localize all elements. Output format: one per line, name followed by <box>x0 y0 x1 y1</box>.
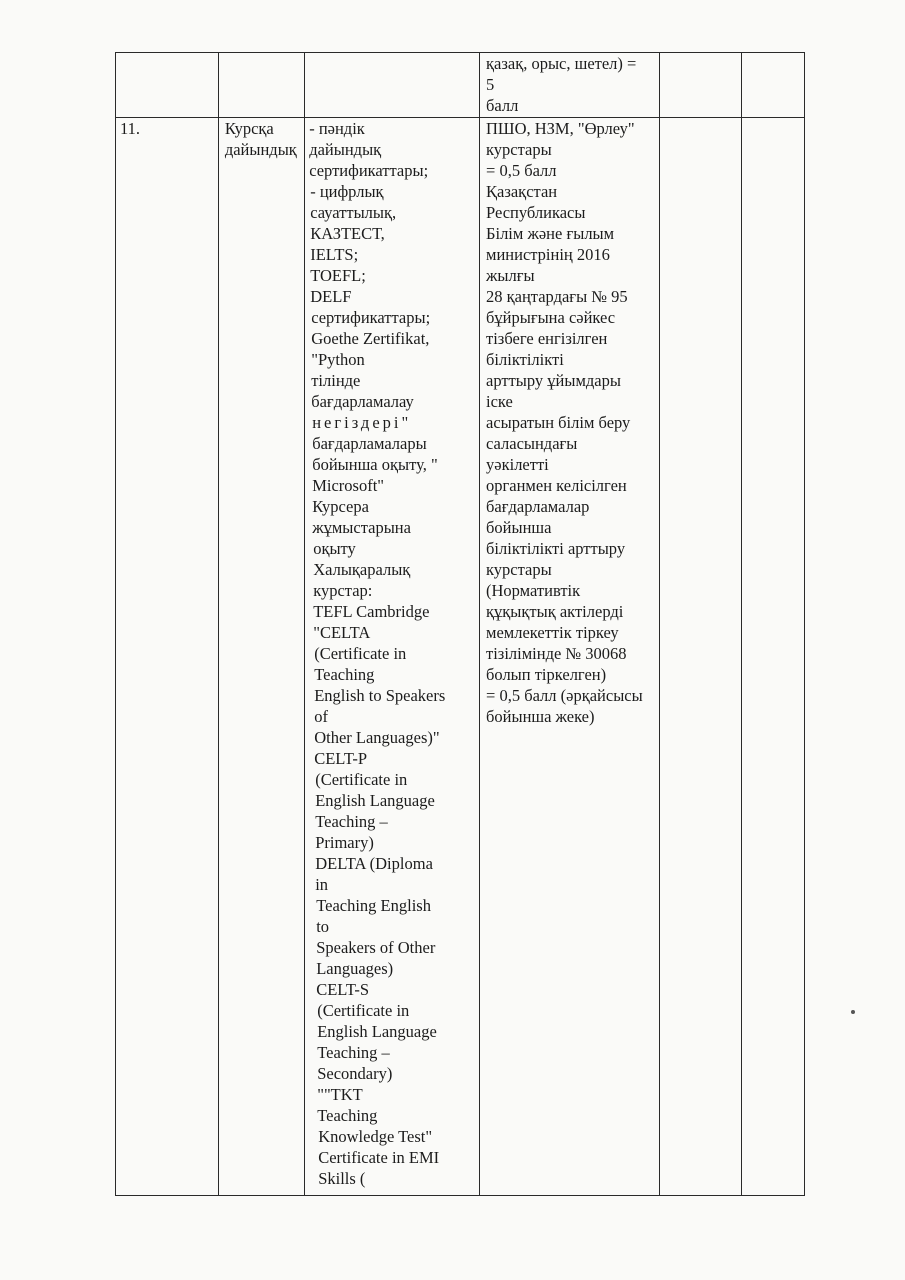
text-line: уәкілетті <box>486 455 549 474</box>
text-line: тізбеге енгізілген <box>486 329 608 348</box>
criterion-line: Курсқа <box>224 119 274 138</box>
cell-empty <box>742 53 805 118</box>
cell-empty <box>659 53 741 118</box>
text-line: to <box>316 917 330 936</box>
text-line: тізілімінде № 30068 <box>486 644 627 663</box>
text-line: Other Languages)" <box>314 728 440 747</box>
cell-number <box>116 118 219 1196</box>
text-line: CELT-S <box>316 980 370 999</box>
cell-scores <box>480 53 660 118</box>
text-line: бұйрығына сәйкес <box>486 308 616 327</box>
text-line: (Нормативтік <box>486 581 581 600</box>
text-line: IELTS; <box>310 245 359 264</box>
text-line: Республикасы <box>486 203 586 222</box>
cell-criterion <box>218 53 304 118</box>
text-line: 28 қаңтардағы № 95 <box>486 287 628 306</box>
text-line: TEFL Cambridge <box>313 602 430 621</box>
cell-items <box>305 118 480 1196</box>
cell-scores <box>480 118 660 1196</box>
text-line: мемлекеттік тіркеу <box>486 623 619 642</box>
text-line: арттыру ұйымдары <box>486 371 621 390</box>
cell-items <box>305 53 480 118</box>
text-line: негіздері" <box>312 413 412 432</box>
text-line: жұмыстарына <box>312 518 411 537</box>
text-line: (Certificate in <box>317 1001 410 1020</box>
cell-criterion <box>218 118 304 1196</box>
text-line: - пәндік <box>309 119 365 138</box>
text-line: Knowledge Test" <box>318 1127 433 1146</box>
text-line: English Language <box>317 1022 437 1041</box>
text-line: курстары <box>486 560 552 579</box>
text-line: біліктілікті <box>486 350 564 369</box>
text-line: Teaching – <box>315 812 388 831</box>
text-line: Certificate in EMI <box>318 1148 440 1167</box>
text-line: бойынша жеке) <box>486 707 595 726</box>
text-line: сауаттылық, <box>310 203 397 222</box>
text-line: = 0,5 балл <box>486 161 557 180</box>
text-line: English to Speakers <box>314 686 446 705</box>
table-row <box>116 53 805 118</box>
text-line: DELF <box>310 287 352 306</box>
text-line: ""TKT <box>317 1085 363 1104</box>
cell-empty <box>742 118 805 1196</box>
table-row <box>116 118 805 1196</box>
text-line: Skills ( <box>318 1169 366 1188</box>
text-line: Languages) <box>316 959 394 978</box>
text-line: CELT-P <box>314 749 368 768</box>
text-line: (Certificate in <box>315 770 408 789</box>
text-line: құқықтық актілерді <box>486 602 624 621</box>
text-line: курстары <box>486 140 552 159</box>
text-line: бағдарламалау <box>311 392 414 411</box>
text-line: министрінің 2016 <box>486 245 610 264</box>
text-line: бағдарламалары <box>312 434 427 453</box>
text-line: курстар: <box>313 581 373 600</box>
text-line: Қазақстан <box>486 182 558 201</box>
text-line: Goethe Zertifikat, <box>311 329 430 348</box>
text-line: in <box>315 875 329 894</box>
row-number: 11. <box>120 119 141 138</box>
text-line: болып тіркелген) <box>486 665 607 684</box>
text-line: Teaching <box>317 1106 378 1125</box>
text-line: ПШО, НЗМ, "Өрлеу" <box>486 119 635 138</box>
text-line: қазақ, орыс, шетел) = <box>486 54 637 73</box>
text-line: тілінде <box>311 371 361 390</box>
text-line: бойынша <box>486 518 552 537</box>
cell-number <box>116 53 219 118</box>
text-line: (Certificate in <box>314 644 407 663</box>
text-line: - цифрлық <box>310 182 384 201</box>
text-line: балл <box>486 96 519 115</box>
text-line: саласындағы <box>486 434 578 453</box>
text-line: сертификаттары; <box>309 161 429 180</box>
text-line: English Language <box>315 791 435 810</box>
text-line: Халықаралық <box>313 560 411 579</box>
text-line: Білім және ғылым <box>486 224 615 243</box>
text-line: бойынша оқыту, " <box>312 455 438 474</box>
text-line: Primary) <box>315 833 374 852</box>
text-line: Teaching English <box>316 896 431 915</box>
text-line: "CELTA <box>313 623 371 642</box>
text-line: бағдарламалар <box>486 497 590 516</box>
text-line: Курсера <box>312 497 369 516</box>
text-line: дайындық <box>309 140 382 159</box>
scan-speck <box>851 1010 855 1014</box>
text-line: Teaching – <box>317 1043 390 1062</box>
text-line: Microsoft" <box>312 476 385 495</box>
cell-empty <box>659 118 741 1196</box>
text-line: Teaching <box>314 665 375 684</box>
text-line: сертификаттары; <box>311 308 431 327</box>
text-line: оқыту <box>313 539 356 558</box>
criterion-line: дайындық <box>224 140 297 159</box>
text-line: "Python <box>311 350 365 369</box>
text-line: of <box>314 707 328 726</box>
text-line: DELTA (Diploma <box>315 854 433 873</box>
text-line: TOEFL; <box>310 266 366 285</box>
text-line: = 0,5 балл (әрқайсысы <box>486 686 643 705</box>
text-line: Speakers of Other <box>316 938 436 957</box>
text-line: Secondary) <box>317 1064 393 1083</box>
text-line: асыратын білім беру <box>486 413 631 432</box>
text-line: жылғы <box>486 266 535 285</box>
text-line: іске <box>486 392 513 411</box>
text-line: 5 <box>486 75 495 94</box>
text-line: органмен келісілген <box>486 476 627 495</box>
text-line: біліктілікті арттыру <box>486 539 626 558</box>
text-line: КАЗТЕСТ, <box>310 224 385 243</box>
criteria-table <box>115 52 805 1196</box>
